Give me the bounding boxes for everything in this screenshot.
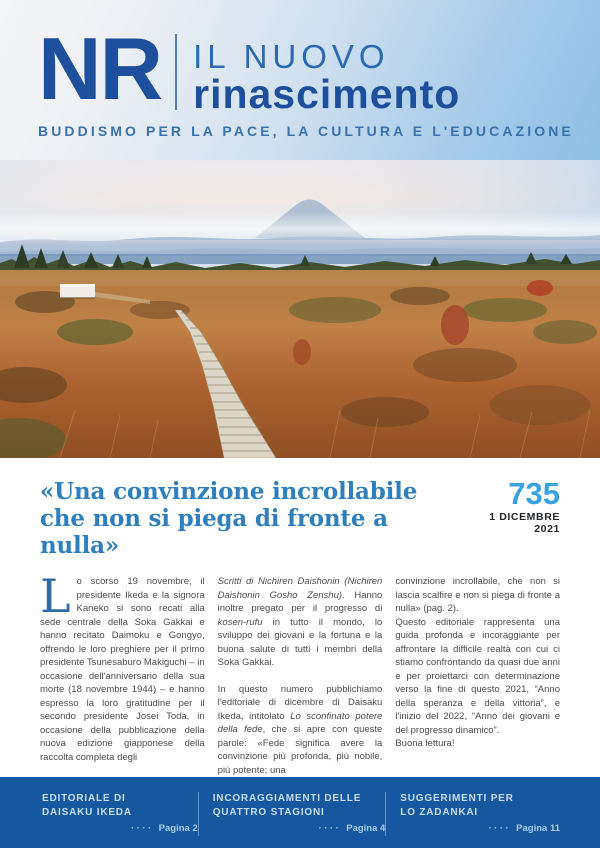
headline-line2: che non si piega di fronte a nulla» [40,505,388,559]
toc-title: EDITORIALE DI DAISAKU IKEDA [42,793,132,818]
toc-item-editoriale[interactable] [42,792,198,834]
closing-line: Buona lettura! [395,738,455,749]
cover-story-section [0,458,600,777]
magazine-tagline: BUDDISMO PER LA PACE, LA CULTURA E L'EDUCAZIONE [38,123,574,139]
magazine-wordmark [193,26,461,117]
masthead-logo-row [38,19,560,118]
leader-dots: ···· [488,823,512,834]
article-columns [40,569,560,777]
issue-date: 1 DICEMBRE 2021 [489,511,560,535]
wordmark-line1: IL NUOVO [193,38,390,75]
nr-logo: NR [38,19,162,118]
issue-block [463,478,560,535]
toc-item-zadankai[interactable] [386,792,560,834]
wordmark-line2: rinascimento [193,71,461,117]
headline-line1: «Una convinzione incrollabile [40,478,418,505]
toc-item-incoraggiamenti[interactable] [199,792,386,834]
leader-dots: ···· [318,823,342,834]
toc-page-ref: ···· Pagina 11 [488,823,560,834]
paragraph: convinzione incrollabile, che non si lascia scalfire e non si piega di fronte a nulla» (pag. 2). [395,576,560,614]
issue-number: 735 [508,476,560,511]
leader-dots: ···· [131,823,154,834]
article-column-1 [40,569,205,777]
landscape-photo-art [0,160,600,458]
cover-photo [0,160,600,458]
toc-page-ref: ···· Pagina 2 [131,823,198,834]
paragraph: In questo numero pubblichiamo l'editoriale di dicembre di Daisaku Ikeda, intitolato Lo sconfinato potere della fede, che si apre con queste parole: «Fede significa avere la convinzione più profonda, più nobile, più potente; una [217,683,383,776]
dropcap: L [40,569,71,623]
paragraph: Scritti di Nichiren Daishonin (Nichiren Daishonin Gosho Zenshu). Hanno inoltre pregato per il progresso di kosen-rufu in tutto il mondo, lo sviluppo dei giovani e la fortuna e la buona salute di tutti i membri della Soka Gakkai. [217,576,383,668]
masthead [0,0,600,160]
logo-divider [175,34,177,110]
article-column-2 [218,575,383,777]
paragraph: Questo editoriale rappresenta una guida profonda e incoraggiante per affrontare la difficile realtà con cui ci stiamo confrontando da quasi due anni e per proiettarci con determinazione verso la fine di questo 2021, “Anno della speranza e della vittoria”, e l'inizio del 2022, “Anno dei giovani e del progresso dinamico”. [395,616,560,736]
footer-toc [0,777,600,848]
article-column-3 [395,575,560,777]
paragraph: Lo scorso 19 novembre, il presidente Ikeda e la signora Kaneko si sono recati alla sede centrale della Soka Gakkai e hanno recitato Daimoku e Gongyo, offrendo le loro preghiere per il primo presidente Tsunesaburo Makiguchi – in occasione dell'anniversario della sua morte (18 novembre 1944) – e hanno espresso la loro gratitudine per il secondo presidente Josei Toda, in occasione della pubblicazione della nuova edizione giapponese della raccolta completa degli [40,569,205,763]
toc-page-ref: ···· Pagina 4 [318,823,386,834]
toc-title: INCORAGGIAMENTI DELLE QUATTRO STAGIONI [212,793,362,818]
cover-headline [40,478,463,559]
toc-title: SUGGERIMENTI PER LO ZADANKAI [400,793,514,818]
